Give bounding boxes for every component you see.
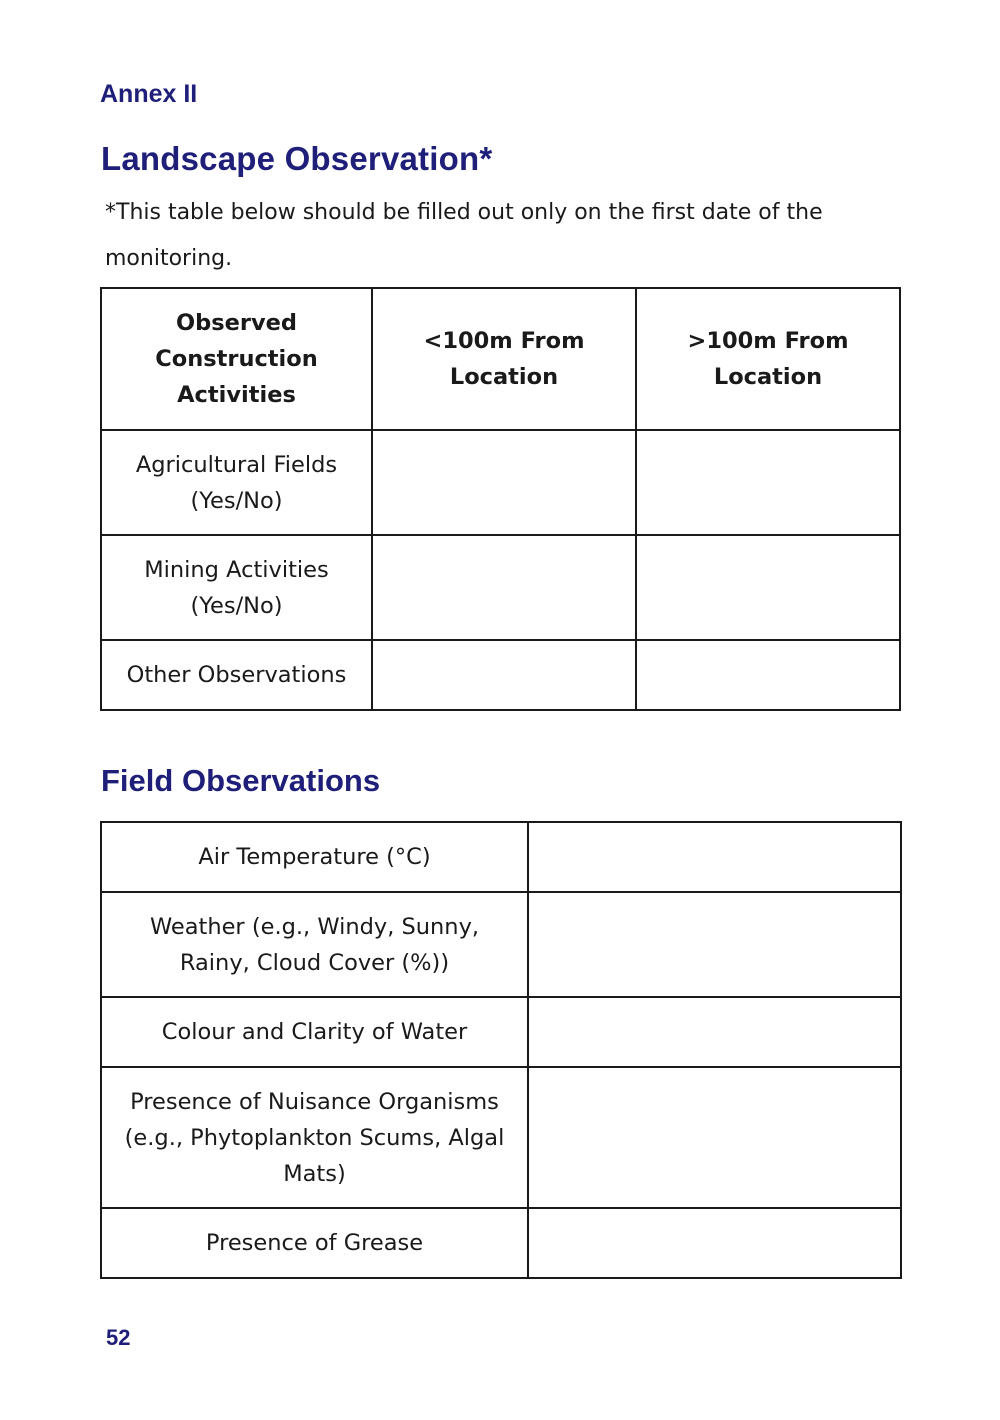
- other-near-cell[interactable]: [372, 640, 636, 710]
- nuisance-organisms-cell[interactable]: [528, 1067, 901, 1208]
- table-row: [101, 892, 901, 997]
- annex-label: Annex II: [100, 80, 198, 108]
- table-row: [101, 640, 900, 710]
- row-label-agricultural-fields: Agricultural Fields (Yes/No): [101, 430, 372, 535]
- table-row: [101, 822, 901, 892]
- row-label-water-colour-clarity: Colour and Clarity of Water: [101, 997, 528, 1067]
- landscape-observation-table: [100, 287, 901, 711]
- header-far-location: >100m From Location: [636, 288, 900, 430]
- page-number: 52: [106, 1325, 131, 1350]
- landscape-title: Landscape Observation*: [101, 140, 493, 177]
- mining-near-cell[interactable]: [372, 535, 636, 640]
- mining-far-cell[interactable]: [636, 535, 900, 640]
- air-temperature-cell[interactable]: [528, 822, 901, 892]
- table-row: [101, 1208, 901, 1278]
- other-far-cell[interactable]: [636, 640, 900, 710]
- water-colour-clarity-cell[interactable]: [528, 997, 901, 1067]
- landscape-note: *This table below should be filled out only on the first date of the monitoring.: [105, 200, 823, 271]
- agricultural-far-cell[interactable]: [636, 430, 900, 535]
- agricultural-near-cell[interactable]: [372, 430, 636, 535]
- table-row: [101, 1067, 901, 1208]
- table-header-row: [101, 288, 900, 430]
- field-observations-table: [100, 821, 902, 1279]
- row-label-grease: Presence of Grease: [101, 1208, 528, 1278]
- weather-cell[interactable]: [528, 892, 901, 997]
- field-observations-title: Field Observations: [101, 763, 381, 798]
- grease-cell[interactable]: [528, 1208, 901, 1278]
- row-label-nuisance-organisms: Presence of Nuisance Organisms (e.g., Phytoplankton Scums, Algal Mats): [101, 1067, 528, 1208]
- table-row: [101, 535, 900, 640]
- table-row: [101, 997, 901, 1067]
- row-label-other-observations: Other Observations: [101, 640, 372, 710]
- row-label-weather: Weather (e.g., Windy, Sunny, Rainy, Cloud Cover (%)): [101, 892, 528, 997]
- row-label-mining-activities: Mining Activities (Yes/No): [101, 535, 372, 640]
- header-observed-activities: Observed Construction Activities: [101, 288, 372, 430]
- row-label-air-temperature: Air Temperature (°C): [101, 822, 528, 892]
- header-near-location: <100m From Location: [372, 288, 636, 430]
- table-row: [101, 430, 900, 535]
